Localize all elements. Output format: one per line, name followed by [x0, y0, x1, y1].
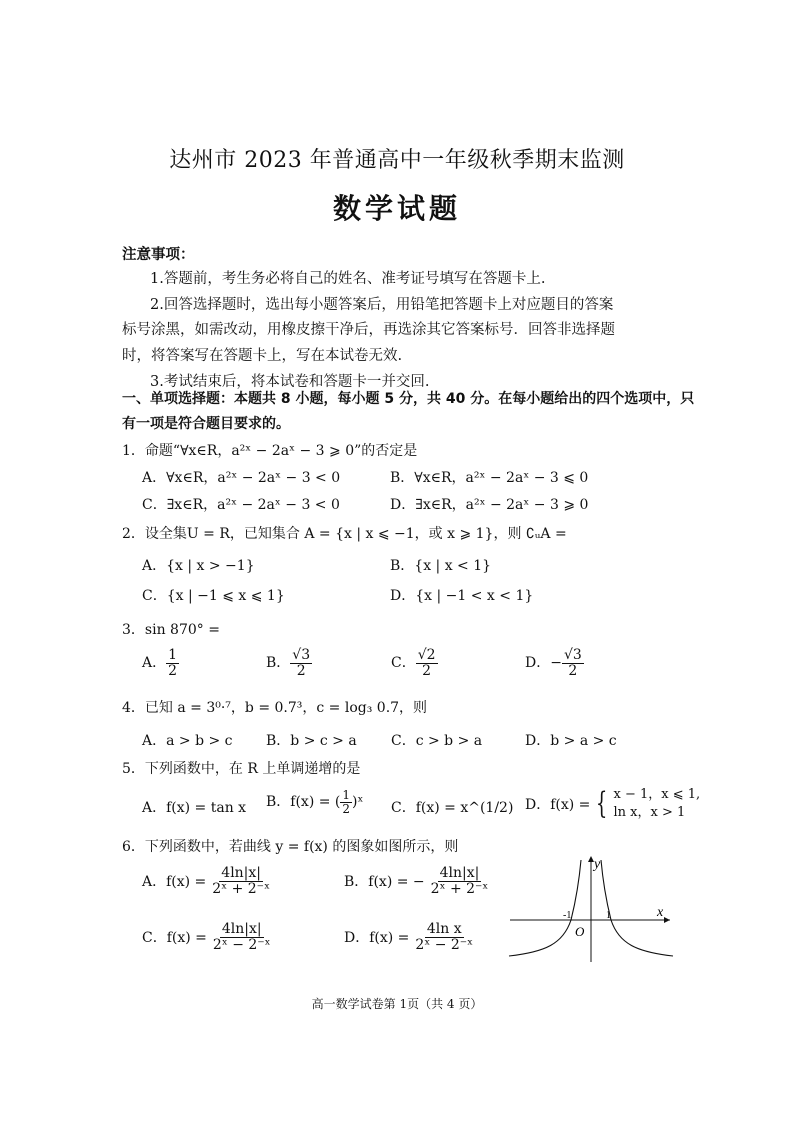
- q6-option-c-num: 4ln|x|: [221, 921, 262, 937]
- q6-option-b-pre: B．f(x) = −: [344, 874, 425, 891]
- q1-option-a: A．∀x∈R，a²ˣ − 2aˣ − 3 < 0: [142, 470, 341, 486]
- q5-option-b: [266, 789, 363, 815]
- q1-stem: 1．命题“∀x∈R，a²ˣ − 2aˣ − 3 ⩾ 0”的否定是: [122, 443, 418, 459]
- q1-option-b: B．∀x∈R，a²ˣ − 2aˣ − 3 ⩽ 0: [390, 470, 589, 486]
- q5-option-b-fraction: [340, 789, 352, 815]
- section1-instruction-line1: 一、单项选择题：本题共 8 小题，每小题 5 分，共 40 分。在每小题给出的四个选项中，只: [122, 391, 695, 407]
- tick-label-1: 1: [606, 910, 611, 921]
- q3-option-b-num: √3: [292, 647, 311, 663]
- q5-option-b-den: 2: [342, 801, 351, 816]
- q4-option-d: D．b > a > c: [525, 733, 617, 749]
- notice-item-2-line2: 标号涂黑，如需改动，用橡皮擦干净后，再选涂其它答案标号．回答非选择题: [122, 322, 615, 338]
- q3-option-a-num: 1: [168, 647, 178, 663]
- q6-option-b-den: 2ˣ + 2⁻ˣ: [430, 880, 489, 897]
- q6-option-a: [142, 866, 272, 896]
- q3-option-d: [525, 648, 584, 678]
- q6-option-b-fraction: [429, 866, 491, 896]
- q4-option-a: A．a > b > c: [142, 733, 233, 749]
- q5-option-d-case-2: ln x，x > 1: [613, 805, 686, 820]
- q3-option-d-den: 2: [568, 662, 578, 679]
- q3-option-a-label: A．: [142, 655, 167, 672]
- notice-item-2-line1: 2.回答选择题时，选出每小题答案后，用铅笔把答题卡上对应题目的答案: [150, 297, 614, 313]
- q3-option-c-label: C．: [391, 655, 416, 672]
- q6-stem: 6．下列函数中，若曲线 y = f(x) 的图象如图所示，则: [122, 839, 459, 855]
- q3-option-c-num: √2: [417, 647, 436, 663]
- q5-option-d: [525, 786, 700, 822]
- q6-option-d: [344, 922, 475, 952]
- q6-option-b-num: 4ln|x|: [439, 865, 480, 881]
- q4-option-b: B．b > c > a: [266, 733, 357, 749]
- q3-option-a-den: 2: [168, 662, 178, 679]
- q6-option-d-fraction: [413, 922, 475, 952]
- q2-option-b: B．{x | x < 1}: [390, 558, 492, 574]
- q3-option-c: [391, 648, 438, 678]
- q6-option-d-pre: D．f(x) =: [344, 930, 410, 947]
- q3-option-b-label: B．: [266, 655, 291, 672]
- q6-option-a-pre: A．f(x) =: [142, 874, 207, 891]
- origin-label: O: [575, 924, 585, 939]
- tick-label-neg-1: -1: [563, 910, 572, 921]
- q1-option-d: D．∃x∈R，a²ˣ − 2aˣ − 3 ⩾ 0: [390, 497, 589, 513]
- page-footer: 高一数学试卷第 1页（共 4 页）: [311, 997, 483, 1011]
- q5-stem: 5．下列函数中，在 R 上单调递增的是: [122, 761, 361, 777]
- curve-left-branch: [509, 860, 581, 956]
- exam-title: 数学试题: [332, 192, 461, 225]
- q3-option-d-fraction: [562, 648, 584, 678]
- q5-option-c: C．f(x) = x^(1/2): [391, 800, 514, 816]
- notice-item-1: 1.答题前，考生务必将自己的姓名、准考证号填写在答题卡上.: [150, 271, 546, 287]
- q5-option-d-case-1: x − 1，x ⩽ 1,: [613, 787, 701, 802]
- q3-option-b: [266, 648, 312, 678]
- q5-option-b-num: 1: [342, 788, 351, 802]
- q6-option-b: [344, 866, 490, 896]
- q3-option-b-den: 2: [296, 662, 306, 679]
- q5-option-d-cases: [614, 786, 701, 822]
- q5-option-b-post: )ˣ: [352, 794, 364, 811]
- q5-option-b-pre: B．f(x) = (: [266, 794, 341, 811]
- q6-option-c-den: 2ˣ − 2⁻ˣ: [212, 936, 271, 953]
- q3-option-a: [142, 648, 179, 678]
- q3-option-c-fraction: [416, 648, 438, 678]
- x-axis-arrow: [664, 917, 670, 923]
- q6-option-a-num: 4ln|x|: [221, 865, 262, 881]
- section1-instruction-line2: 有一项是符合题目要求的。: [122, 416, 290, 432]
- notice-item-3: 3.考试结束后，将本试卷和答题卡一并交回.: [150, 374, 430, 390]
- exam-header: 达州市 2023 年普通高中一年级秋季期末监测: [169, 148, 625, 173]
- q3-option-b-fraction: [290, 648, 312, 678]
- q6-option-d-den: 2ˣ − 2⁻ˣ: [415, 936, 474, 953]
- q5-option-a: A．f(x) = tan x: [142, 800, 247, 816]
- q6-option-d-num: 4ln x: [426, 921, 462, 937]
- q3-option-a-fraction: [166, 648, 179, 678]
- y-axis-label: y: [594, 857, 601, 872]
- q4-option-c: C．c > b > a: [391, 733, 483, 749]
- notice-item-2-line3: 时，将答案写在答题卡上，写在本试卷无效.: [122, 348, 403, 364]
- q6-option-a-den: 2ˣ + 2⁻ˣ: [212, 880, 270, 897]
- x-axis-label: x: [657, 905, 664, 920]
- q4-stem: 4．已知 a = 3⁰·⁷，b = 0.7³，c = log₃ 0.7，则: [122, 700, 428, 716]
- q2-stem: 2．设全集U = R，已知集合 A = {x | x ⩽ −1，或 x ⩾ 1}，则 ∁ᵤA =: [122, 526, 567, 542]
- q5-option-d-pre: D．f(x) =: [525, 797, 591, 813]
- q3-option-d-num: √3: [563, 647, 582, 663]
- q6-option-c-fraction: [211, 922, 273, 952]
- q6-option-c: [142, 922, 273, 952]
- q6-function-graph: [505, 852, 675, 964]
- q3-option-c-den: 2: [422, 662, 432, 679]
- q6-option-c-pre: C．f(x) =: [142, 930, 207, 947]
- q6-option-a-fraction: [210, 866, 272, 896]
- q2-option-a: A．{x | x > −1}: [142, 558, 255, 574]
- q5-option-d-brace: {: [596, 786, 608, 821]
- q3-stem: 3．sin 870° =: [122, 622, 220, 638]
- q2-option-d: D．{x | −1 < x < 1}: [390, 588, 534, 604]
- q3-option-d-label: D．−: [525, 655, 562, 672]
- q1-option-c: C．∃x∈R，a²ˣ − 2aˣ − 3 < 0: [142, 497, 340, 513]
- notice-heading: 注意事项：: [122, 247, 195, 263]
- q2-option-c: C．{x | −1 ⩽ x ⩽ 1}: [142, 588, 285, 604]
